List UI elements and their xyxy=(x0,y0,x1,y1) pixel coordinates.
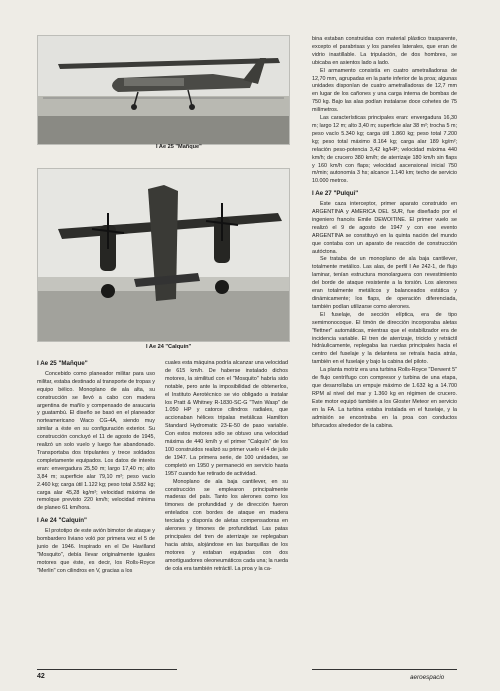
col2-para-2: Monoplano de ala baja cantilever, en su construcción se emplearon principalmente maderas del país. Tanto los alerones como los timones de profundidad y de dirección fueron entelados con bordes de ataque en madera terciada y disponía de aletas compensadoras en alerones y timones de profundidad. Las patas principales del tren de aterrizaje se replegaban hacia atrás, alojándose en las barquillas de los motores y estaban equipadas con dos amortiguadores oleoneumáticos cada una; la rueda de cola era también retráctil. La proa y la ca- xyxy=(165,478,288,572)
col1-para-1: Concebido como planeador militar para uso militar, estaba destinado al transporte de tropas y equipo bélico. Monoplano de ala alta, su construcción se llevó a cabo con madera argentina de mañío y compensado de araucaria y guatambú. El diseño se basó en el planeador norteamericano Waco CG-4A, siendo muy similar a éste en su configuración exterior. Su construcción concluyó el 11 de agosto de 1945, realizó un solo vuelo y luego fue abandonado. Transportaba dos tripulantes y trece soldados completamente equipados. Los datos de interés eran: envergadura 25,50 m; largo 17,40 m; alto 3,84 m; superficie alar 79,10 m²; peso vacío 2.460 kg; carga útil 1.122 kg; peso total 3.582 kg; carga alar 45,28 kg/m²; velocidad máxima de remolque previsto 220 km/h; velocidad mínima de planeo 61 km/hora. xyxy=(37,370,155,512)
col3-para-4: Este caza interceptor, primer aparato construido en ARGENTINA y AMERICA DEL SUR, fue diseñado por el ingeniero francés Emile DEWOITINE. El primer vuelo se realizó el 9 de agosto de 1947 y con ese evento ARGENTINA se constituyó en la quinta nación del mundo que contaba con un aparato de reacción de construcción autóctona. xyxy=(312,201,457,255)
col1-heading-manque: I Ae 25 "Mañque" xyxy=(37,360,88,367)
text-column-1 xyxy=(37,360,155,666)
text-column-2 xyxy=(165,360,288,666)
photo-caption-top: I Ae 25 "Mañque" xyxy=(156,144,202,150)
footer-rule-right xyxy=(312,669,457,670)
photo-bomber xyxy=(37,168,290,342)
col2-para-1: cuales esta máquina podría alcanzar una velocidad de 615 km/h. De haberse instalado dichos motores, la similitud con el "Mosquito" habría sido notable, pero ante la imposibilidad de obtenerlos, el Instituto Aerotécnico se vio obligado a instalar los Pratt & Whitney R-1830-SC-G "Twin Wasp" de 1.050 HP y catorce cilindros radiales, que accionaban hélices tripalas metálicas Hamilton Standard Hydromatic 23-E-50 de paso variable. Con estos motores sólo se obtuvo una velocidad máxima de 440 km/h y el primer "Calquín" de los 100 construidos realizó su primer vuelo el 4 de julio de 1947. La primera serie, de 100 unidades, se completó en 1950 y permaneció en servicio hasta 1957 cuando fue retirado de actividad. xyxy=(165,360,288,477)
photo-caption-middle: I Ae 24 "Calquín" xyxy=(146,344,192,350)
col1-heading-calquin: I Ae 24 "Calquín" xyxy=(37,517,87,525)
glider-illustration xyxy=(38,36,289,144)
magazine-name: aeroespacio xyxy=(410,674,445,681)
col1-para-2: El prototipo de este avión bimotor de ataque y bombardero liviano voló por primera vez el 5 de junio de 1946. Inspirado en el De Havilland "Mosquito", debía llevar originalmente iguales motores que éste, es decir, los Rolls-Royce "Merlin" con cilindros en V, gracias a los xyxy=(37,528,155,574)
col3-para-2: El armamento consistía en cuatro ametralladoras de 12,70 mm, agrupadas en la parte inferior de la proa; algunas unidades disponían de cuatro ametralladoras de 12,7 mm en lugar de los cañones y una carga interna de bombas de 750 kg. Bajo las alas podían instalarse doce cohetes de 75 milímetros. xyxy=(312,67,457,114)
col3-para-7: La planta motriz era una turbina Rolls-Royce "Derwent 5" de flujo centrífugo con compresor y turbina de una etapa, que desarrollaba un empuje máximo de 1.632 kg a 14.700 RPM al nivel del mar y 1.360 kg en régimen de crucero. Este motor equipó también a los Gloster Meteor en servicio en la FA. La turbina estaba instalada en el fuselaje, y la admisión se encontraba en la proa con conductos bifurcados alrededor de la cabina. xyxy=(312,367,457,429)
photo-glider xyxy=(37,35,290,145)
col3-para-6: El fuselaje, de sección elíptica, era de tipo semimonocoque. El timón de dirección incorporaba aletas "flettner" automáticas, mientras que el estabilizador era de incidencia variable. El tren de aterrizaje, triciclo y retráctil hidráulicamente, replegaba las ruedas principales hacia el centro del fuselaje y la delantera se retraía hacia atrás, también en el fuselaje y bajo la cabina del piloto. xyxy=(312,311,457,366)
col3-para-5: Se trataba de un monoplano de ala baja cantilever, totalmente metálico. Las alas, de perfil I Ae 242-1, de flujo laminar, tenían estructura monolarguera con revestimiento del borde de ataque resistente a la torsión. Los alerones eran totalmente metálicos y balanceados estática y dinámicamente; los flaps, de operación diferenciada, también podían utilizarse como alerones. xyxy=(312,256,457,310)
col3-para-1: bina estaban construidas con material plástico trasparente, excepto el parabrisas y los paneles laterales, que eran de vidrio inastillable. La tripulación, de dos hombres, se ubicaba en asientos lado a lado. xyxy=(312,36,457,66)
text-column-3 xyxy=(312,36,457,661)
bomber-illustration xyxy=(38,169,289,341)
col3-heading-pulqui: I Ae 27 "Pulqui" xyxy=(312,190,359,198)
footer-rule-left xyxy=(37,669,177,670)
page-number: 42 xyxy=(37,673,45,680)
col3-para-3: Las características principales eran: envergadura 16,30 m; largo 12 m; alto 3,40 m; superficie alar 38 m²; trocha 5 m; peso vacío 5.340 kg; carga útil 1.860 kg; peso total 7.200 kg; peso total máximo 8.164 kg; carga alar 189 kg/m²; relación peso-potencia 3,42 kg/HP; velocidad máxima 440 km/h; de crucero 380 km/h; de aterrizaje 180 km/h sin flaps y 160 km/h con flaps; velocidad ascensional inicial 750 m/min; autonomía 3 hs; alcance 1.140 km; techo de servicio 10.000 metros. xyxy=(312,115,457,185)
